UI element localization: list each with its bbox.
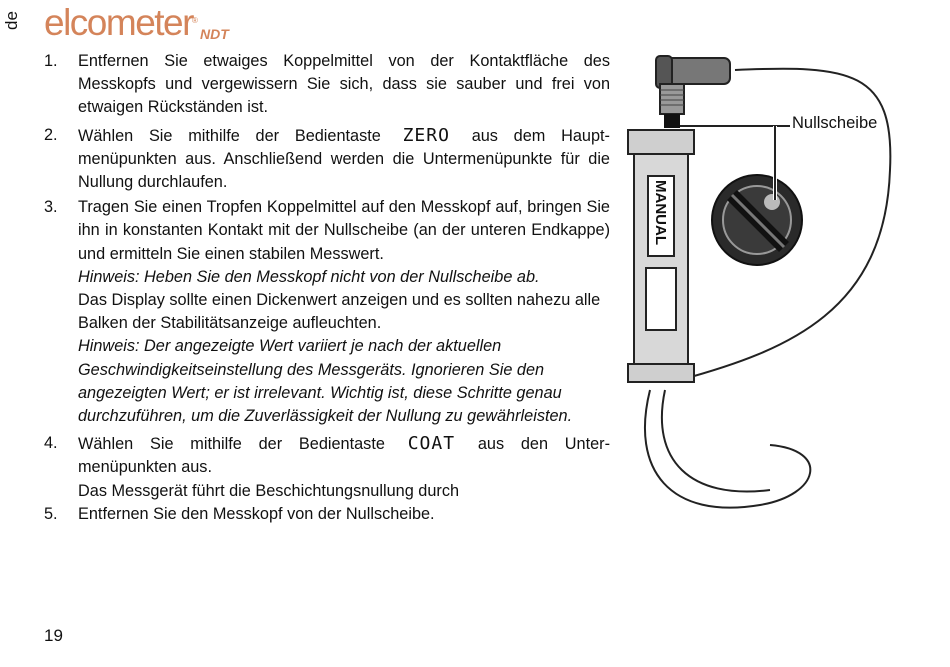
step-text (78, 196, 610, 428)
step-plain-text: Das Display sollte einen Dickenwert anzeigen und es sollten nahezu alle Balken der Stabilitätsanzeige aufleuchten. (78, 291, 601, 333)
step-text-before: Wählen Sie mithilfe der Bedientaste (78, 126, 381, 145)
step-number: 3. (44, 198, 58, 217)
step-number: 5. (44, 504, 58, 523)
step-5 (44, 503, 610, 526)
coat-key-label: COAT (407, 433, 456, 455)
language-tab: de (2, 11, 21, 30)
zero-disc-callout: Nullscheibe (792, 114, 878, 132)
step-1 (44, 50, 610, 120)
zero-key-label: ZERO (402, 124, 450, 146)
step-number: 4. (44, 434, 58, 453)
logo-registered-mark: ® (192, 16, 198, 25)
probe-illustration (620, 50, 930, 570)
probe-bottom-cap (628, 364, 694, 382)
step-text-after: aus den Unter-menüpunkten aus. (78, 435, 611, 477)
step-2 (44, 124, 610, 195)
logo-wordmark: elcometer (44, 2, 193, 43)
step-note: Hinweis: Heben Sie den Messkopf nicht von der Nullscheibe ab. (78, 267, 540, 286)
page-number: 19 (44, 626, 63, 645)
step-text: Entfernen Sie etwaiges Koppelmittel von der Kontaktfläche des Messkopfs und vergewissern Sie sich, dass sie sauber und frei von etwaigen Rückständen ist. (78, 52, 610, 117)
step-number: 2. (44, 125, 58, 144)
step-4 (44, 432, 610, 503)
logo-suffix: NDT (200, 26, 229, 42)
step-text-after: aus dem Haupt-menüpunkten aus. Anschließend werden die Untermenüpunkte für die Nullung durchlaufen. (78, 126, 610, 192)
step-plain-text: Das Messgerät führt die Beschichtungsnullung durch (78, 481, 460, 500)
step-text (78, 432, 610, 503)
step-number: 1. (44, 52, 58, 70)
step-text: Entfernen Sie den Messkopf von der Nullscheibe. (78, 504, 435, 523)
probe-cable-bottom-2 (662, 390, 770, 492)
step-main-text: Tragen Sie einen Tropfen Koppelmittel auf den Messkopf auf, bringen Sie ihn in konstanten Kontakt mit der Nullscheibe (an der unteren Endkappe) und ermitteln Sie einen stabilen Messwert. (78, 198, 610, 263)
step-text-before: Wählen Sie mithilfe der Bedientaste (78, 435, 385, 454)
step-3 (44, 196, 610, 428)
display-window (646, 268, 676, 330)
step-note: Hinweis: Der angezeigte Wert variiert je nach der aktuellen Geschwindigkeitseinstellung des Messgeräts. Ignorieren Sie den angezeigten Wert; er ist irrelevant. Wichtig ist, diese Schritte genau durchzuführen, um die Zuverlässigkeit der Nullung zu gewährleisten. (78, 337, 573, 426)
step-text (78, 124, 610, 195)
instruction-steps (44, 50, 610, 526)
manual-label: MANUAL (652, 180, 669, 245)
probe-top-cap (628, 130, 694, 154)
